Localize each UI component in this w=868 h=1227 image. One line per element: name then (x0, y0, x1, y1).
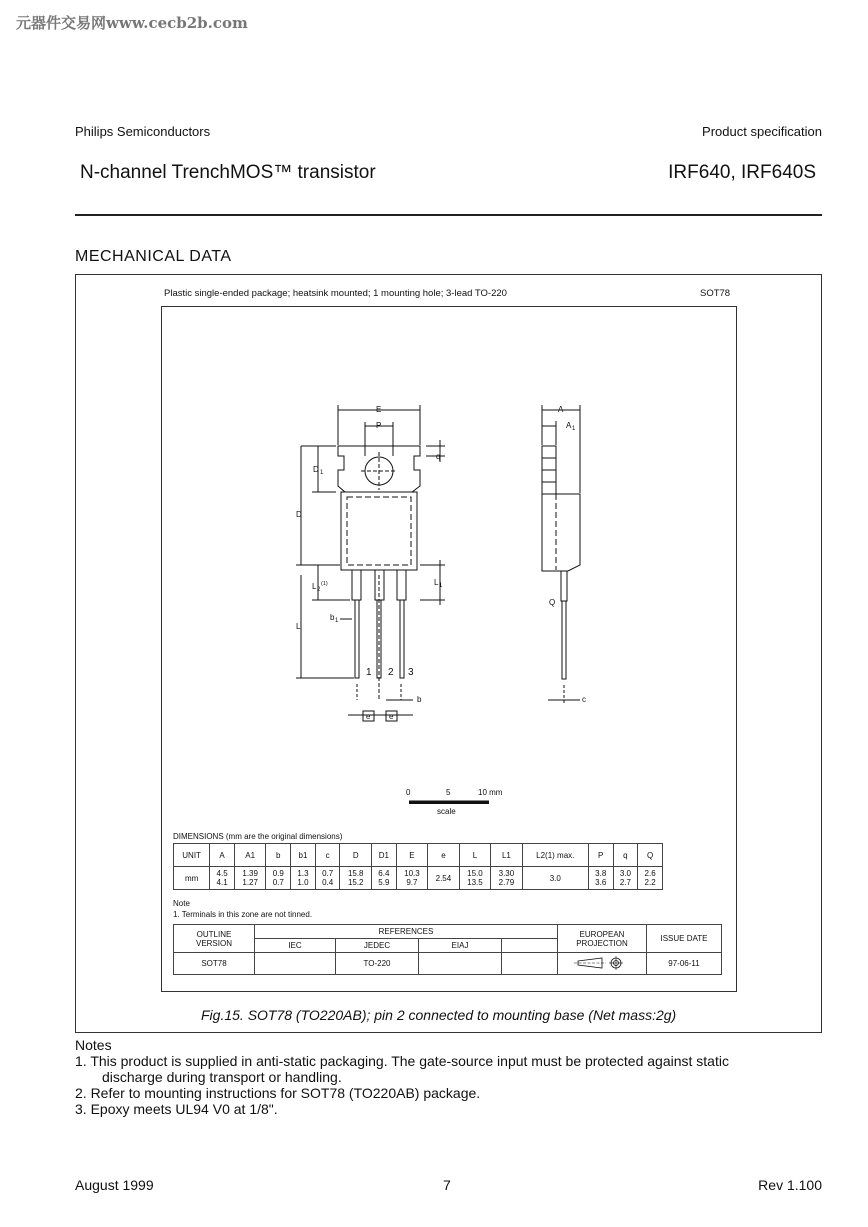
row-version: SOT78 (174, 953, 255, 975)
outline-table (173, 924, 722, 975)
dim-value: 1.39 (242, 869, 258, 878)
dim-header-cell: D (340, 844, 372, 867)
dim-value: 10.3 (404, 869, 420, 878)
dim-value: 9.7 (406, 878, 418, 887)
package-description: Plastic single-ended package; heatsink mounted; 1 mounting hole; 3-lead TO-220 (164, 288, 507, 299)
dim-value-cell (613, 867, 638, 890)
label-L2-sub: 2 (317, 587, 321, 593)
pin-1-label: 1 (366, 667, 372, 678)
label-L2-sup: (1) (321, 581, 328, 587)
label-b1-sub: 1 (335, 618, 339, 624)
dimensions-value-row (174, 867, 663, 890)
row-iec (255, 953, 336, 975)
label-L1-sub: 1 (439, 583, 443, 589)
label-e-1: e (366, 712, 371, 721)
dim-header-cell: A1 (234, 844, 266, 867)
dim-header-cell: L (459, 844, 491, 867)
company-name: Philips Semiconductors (75, 124, 211, 139)
dim-header-cell: q (613, 844, 638, 867)
dim-value: 15.0 (467, 869, 483, 878)
dim-header-cell: b1 (291, 844, 316, 867)
dim-value-cell (588, 867, 613, 890)
dim-value: 0.4 (322, 878, 334, 887)
notes-block (75, 1037, 835, 1117)
note-1-line-1: 1. This product is supplied in anti-static packaging. The gate-source input must be protected against static (75, 1053, 729, 1069)
dim-header-cell: c (315, 844, 340, 867)
note-2: 2. Refer to mounting instructions for SOT78 (TO220AB) package. (75, 1085, 481, 1101)
dim-value: 0.7 (322, 869, 334, 878)
dim-value: 13.5 (467, 878, 483, 887)
dim-value: 2.2 (644, 878, 656, 887)
dim-header-cell: Q (638, 844, 663, 867)
footer-page: 7 (443, 1177, 451, 1193)
dim-value-cell (371, 867, 396, 890)
product-title: N-channel TrenchMOS™ transistor (80, 162, 376, 183)
dim-value: 5.9 (378, 878, 390, 887)
row-blank (502, 953, 558, 975)
dim-header-cell: D1 (371, 844, 396, 867)
dim-value: 2.79 (498, 878, 515, 887)
notes-title: Notes (75, 1037, 112, 1053)
dim-value-cell (396, 867, 428, 890)
dim-value: 3.8 (595, 869, 607, 878)
label-P: P (376, 421, 382, 430)
dim-value: 3.0 (549, 873, 561, 883)
dim-value: 1.0 (297, 878, 309, 887)
references-blank (502, 939, 558, 953)
dim-value-cell (428, 867, 460, 890)
dim-value: 2.6 (644, 869, 656, 878)
dim-value-cell (522, 867, 588, 890)
label-D1: D (313, 465, 319, 474)
dim-header-cell: P (588, 844, 613, 867)
footer-date: August 1999 (75, 1177, 154, 1193)
dim-value: 2.7 (619, 878, 631, 887)
jedec-header: JEDEC (336, 939, 419, 953)
dim-value: 1.3 (297, 869, 309, 878)
dim-value: 4.5 (216, 869, 228, 878)
label-q: q (436, 452, 441, 461)
european-projection-header: EUROPEAN PROJECTION (558, 925, 647, 953)
dim-value-cell (340, 867, 372, 890)
dim-header-cell: L2(1) max. (522, 844, 588, 867)
dimensions-title: DIMENSIONS (mm are the original dimensions) (173, 832, 343, 841)
label-A: A (558, 405, 564, 414)
dim-unit-cell: mm (174, 867, 210, 890)
dim-value-cell (459, 867, 491, 890)
dim-value: 2.54 (435, 873, 452, 883)
dim-header-cell: L1 (491, 844, 523, 867)
note-3: 3. Epoxy meets UL94 V0 at 1/8". (75, 1101, 278, 1117)
references-header: REFERENCES (255, 925, 558, 939)
dim-value: 3.30 (498, 869, 515, 878)
eiaj-header: EIAJ (419, 939, 502, 953)
label-e-2: e (389, 712, 394, 721)
dim-value: 6.4 (378, 869, 390, 878)
scale-tick-5: 5 (446, 788, 451, 797)
section-title: MECHANICAL DATA (75, 248, 232, 265)
dimensions-header-row (174, 844, 663, 867)
label-D: D (296, 510, 302, 519)
row-issue-date: 97-06-11 (647, 953, 722, 975)
doc-type: Product specification (702, 124, 822, 139)
pin-3-label: 3 (408, 667, 414, 678)
scale-label: scale (437, 807, 456, 816)
dim-header-cell: A (210, 844, 235, 867)
figure-caption: Fig.15. SOT78 (TO220AB); pin 2 connected to mounting base (Net mass:2g) (201, 1007, 677, 1023)
dim-value-cell (291, 867, 316, 890)
label-b1: b (330, 613, 335, 622)
label-D1-sub: 1 (320, 470, 324, 476)
label-L2: L (312, 582, 317, 591)
outline-version-header: OUTLINE VERSION (174, 925, 255, 953)
note-title: Note (173, 899, 190, 908)
projection-symbol (558, 953, 647, 975)
dim-value-cell (491, 867, 523, 890)
dim-value: 3.0 (619, 869, 631, 878)
package-code: SOT78 (700, 288, 731, 299)
footer-rev: Rev 1.100 (758, 1177, 822, 1193)
dim-header-cell: e (428, 844, 460, 867)
dim-value-cell (315, 867, 340, 890)
dim-value: 4.1 (216, 878, 228, 887)
dim-value-cell (638, 867, 663, 890)
projection-icon (572, 955, 632, 971)
label-c: c (582, 695, 586, 704)
dim-value-cell (234, 867, 266, 890)
dim-value-cell (210, 867, 235, 890)
row-jedec: TO-220 (336, 953, 419, 975)
note-1: 1. Terminals in this zone are not tinned. (173, 910, 313, 919)
dim-value: 3.6 (595, 878, 607, 887)
label-A1: A (566, 421, 572, 430)
part-numbers: IRF640, IRF640S (668, 162, 816, 183)
dim-value: 1.27 (242, 878, 258, 887)
dim-header-cell: b (266, 844, 291, 867)
iec-header: IEC (255, 939, 336, 953)
dim-header-cell: UNIT (174, 844, 210, 867)
label-A1-sub: 1 (572, 426, 576, 432)
scale-tick-0: 0 (406, 788, 411, 797)
note-1-line-2: discharge during transport or handling. (102, 1069, 342, 1085)
dim-value: 15.2 (347, 878, 364, 887)
dim-value: 15.8 (347, 869, 364, 878)
pin-2-label: 2 (388, 667, 394, 678)
label-b: b (417, 695, 422, 704)
watermark: 元器件交易网www.cecb2b.com (16, 14, 248, 32)
issue-date-header: ISSUE DATE (647, 925, 722, 953)
dim-header-cell: E (396, 844, 428, 867)
row-eiaj (419, 953, 502, 975)
scale-tick-10: 10 mm (478, 788, 503, 797)
label-E: E (376, 405, 382, 414)
dim-value: 0.7 (272, 878, 284, 887)
label-L: L (296, 622, 301, 631)
label-Q: Q (549, 598, 556, 607)
dim-value-cell (266, 867, 291, 890)
dim-value: 0.9 (272, 869, 284, 878)
label-L1: L (434, 578, 439, 587)
dimensions-table (173, 843, 663, 890)
